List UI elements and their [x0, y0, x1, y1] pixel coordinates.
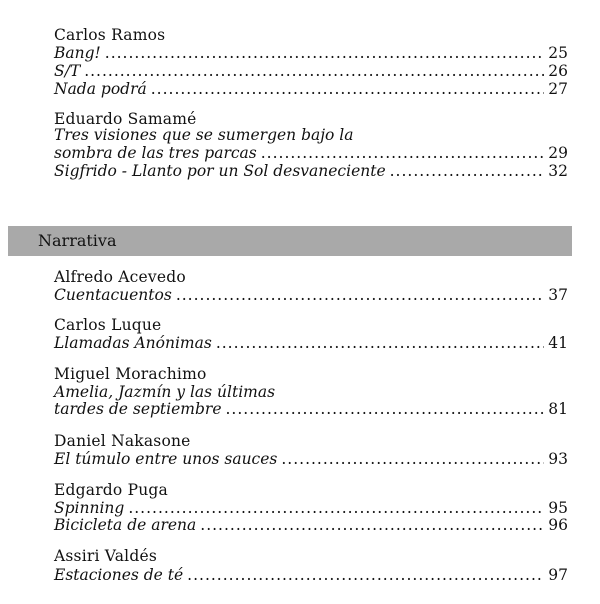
toc-entry-page: 37 — [548, 286, 568, 304]
section-header-band — [8, 226, 572, 256]
toc-entry-title: Bicicleta de arena — [54, 516, 197, 534]
author-name: Miguel Morachimo — [54, 365, 207, 383]
toc-entry-title: Spinning — [54, 499, 125, 517]
author-name: Eduardo Samamé — [54, 110, 197, 128]
toc-entry — [54, 566, 568, 584]
toc-entry-page: 97 — [548, 566, 568, 584]
leader-dots — [151, 80, 545, 98]
author-name: Alfredo Acevedo — [54, 268, 186, 286]
toc-entry — [54, 162, 568, 180]
toc-entry — [54, 400, 568, 418]
toc-entry-title: El túmulo entre unos sauces — [54, 450, 278, 468]
toc-entry — [54, 144, 568, 162]
toc-entry-title: Nada podrá — [54, 80, 147, 98]
toc-entry — [54, 450, 568, 468]
toc-entry-title: tardes de septiembre — [54, 400, 222, 418]
toc-entry-page: 95 — [548, 499, 568, 517]
toc-entry-title: Cuentacuentos — [54, 286, 172, 304]
toc-entry-title: Llamadas Anónimas — [54, 334, 212, 352]
section-title: Narrativa — [38, 231, 117, 250]
leader-dots — [226, 400, 545, 418]
author-name: Assiri Valdés — [54, 547, 157, 565]
toc-entry-title-line: Tres visiones que se sumergen bajo la — [54, 126, 354, 144]
toc-entry — [54, 516, 568, 534]
toc-entry — [54, 334, 568, 352]
leader-dots — [105, 44, 545, 62]
toc-entry-page: 81 — [548, 400, 568, 418]
toc-entry-title: Sigfrido - Llanto por un Sol desvaneciente — [54, 162, 386, 180]
leader-dots — [261, 144, 545, 162]
toc-entry-page: 93 — [548, 450, 568, 468]
author-name: Carlos Luque — [54, 316, 162, 334]
toc-entry-page: 27 — [548, 80, 568, 98]
toc-entry-page: 41 — [548, 334, 568, 352]
toc-entry-page: 29 — [548, 144, 568, 162]
leader-dots — [128, 499, 544, 517]
toc-entry — [54, 62, 568, 80]
toc-entry — [54, 499, 568, 517]
leader-dots — [187, 566, 544, 584]
toc-entry-page: 32 — [548, 162, 568, 180]
toc-entry-page: 25 — [548, 44, 568, 62]
leader-dots — [281, 450, 544, 468]
toc-entry — [54, 286, 568, 304]
leader-dots — [390, 162, 545, 180]
toc-entry-title: S/T — [54, 62, 81, 80]
toc-entry-title: sombra de las tres parcas — [54, 144, 257, 162]
leader-dots — [176, 286, 544, 304]
leader-dots — [84, 62, 544, 80]
toc-entry — [54, 80, 568, 98]
author-name: Edgardo Puga — [54, 481, 168, 499]
toc-entry-title: Bang! — [54, 44, 101, 62]
toc-entry — [54, 44, 568, 62]
leader-dots — [200, 516, 544, 534]
toc-entry-title: Estaciones de té — [54, 566, 184, 584]
toc-entry-title-line: Amelia, Jazmín y las últimas — [54, 383, 276, 401]
leader-dots — [216, 334, 544, 352]
author-name: Carlos Ramos — [54, 26, 166, 44]
author-name: Daniel Nakasone — [54, 432, 191, 450]
toc-entry-page: 26 — [548, 62, 568, 80]
toc-entry-page: 96 — [548, 516, 568, 534]
